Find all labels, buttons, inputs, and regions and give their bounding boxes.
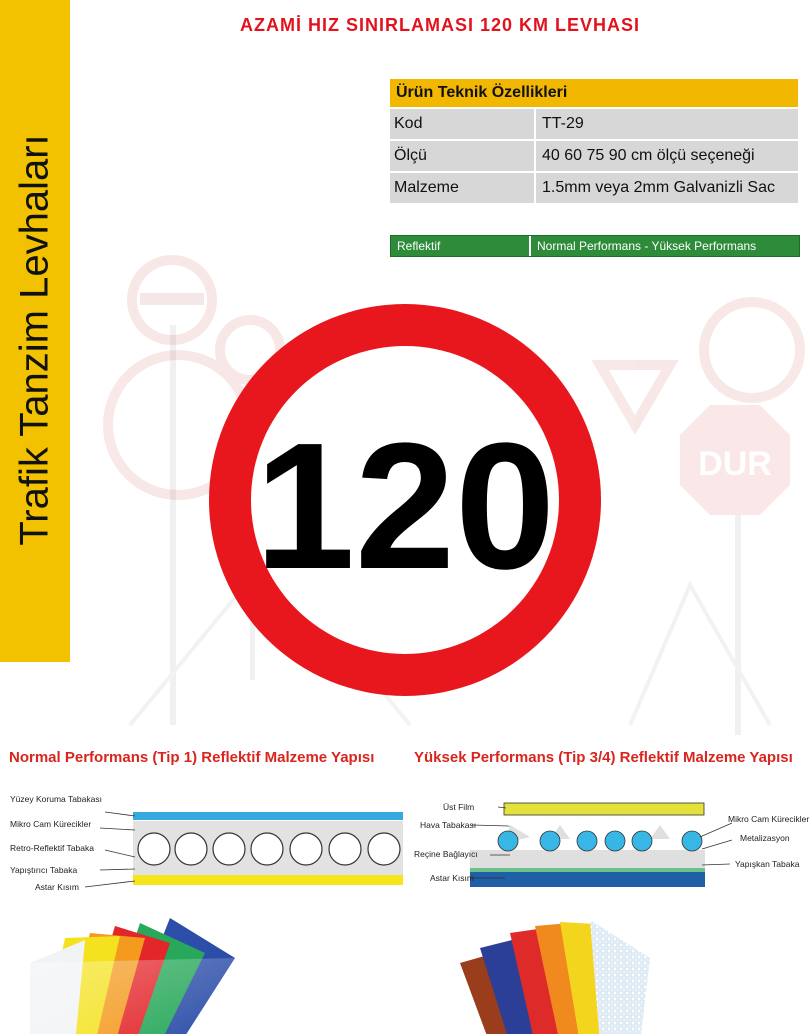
spec-value: 40 60 75 90 cm ölçü seçeneği [535, 140, 798, 172]
spec-key: Malzeme [390, 172, 535, 203]
spec-key: Kod [390, 108, 535, 140]
diagram-label: Astar Kısım [430, 873, 474, 883]
normal-section-title: Normal Performans (Tip 1) Reflektif Malzeme Yapısı [9, 749, 375, 766]
page-title: AZAMİ HIZ SINIRLAMASI 120 KM LEVHASI [239, 15, 641, 35]
diagram-label: Retro-Reflektif Tabaka [10, 843, 94, 853]
speed-limit-sign [205, 300, 605, 700]
diagram-label: Yapıştırıcı Tabaka [10, 865, 78, 875]
high-section-title: Yüksek Performans (Tip 3/4) Reflektif Malzeme Yapısı [414, 749, 793, 766]
spec-row [390, 172, 798, 203]
bg-dur-text: DUR [698, 445, 772, 483]
diagram-label: Astar Kısım [35, 882, 79, 892]
diagram-label: Yüzey Koruma Tabakası [10, 794, 102, 804]
high-swatches-image [440, 908, 670, 1034]
reflective-bar [390, 235, 800, 257]
normal-structure-diagram [0, 785, 410, 895]
diagram-label: Mikro Cam Kürecikler [10, 819, 92, 829]
normal-swatches-image [20, 908, 250, 1034]
sign-number: 120 [254, 406, 556, 607]
diagram-label: Metalizasyon [740, 833, 790, 843]
spec-row [390, 108, 798, 140]
spec-table-header: Ürün Teknik Özellikleri [390, 79, 798, 108]
reflective-key: Reflektif [391, 236, 531, 256]
spec-value: 1.5mm veya 2mm Galvanizli Sac [535, 172, 798, 203]
reflective-value: Normal Performans - Yüksek Performans [537, 239, 757, 253]
diagram-label: Mikro Cam Kürecikler [728, 814, 810, 824]
diagram-label: Hava Tabakası [420, 820, 477, 830]
spec-value: TT-29 [535, 108, 798, 140]
high-structure-diagram [410, 795, 810, 895]
spec-row [390, 140, 798, 172]
diagram-label: Yapışkan Tabaka [735, 859, 800, 869]
side-banner-text: Trafik Tanzim Levhaları [12, 134, 57, 546]
diagram-label: Reçine Bağlayıcı [414, 849, 478, 859]
spec-key: Ölçü [390, 140, 535, 172]
side-banner [0, 0, 70, 662]
diagram-label: Üst Film [443, 802, 475, 812]
spec-table [390, 79, 798, 203]
bg-right-sign-icon [704, 302, 800, 398]
bg-triangle-sign-icon [600, 365, 670, 425]
